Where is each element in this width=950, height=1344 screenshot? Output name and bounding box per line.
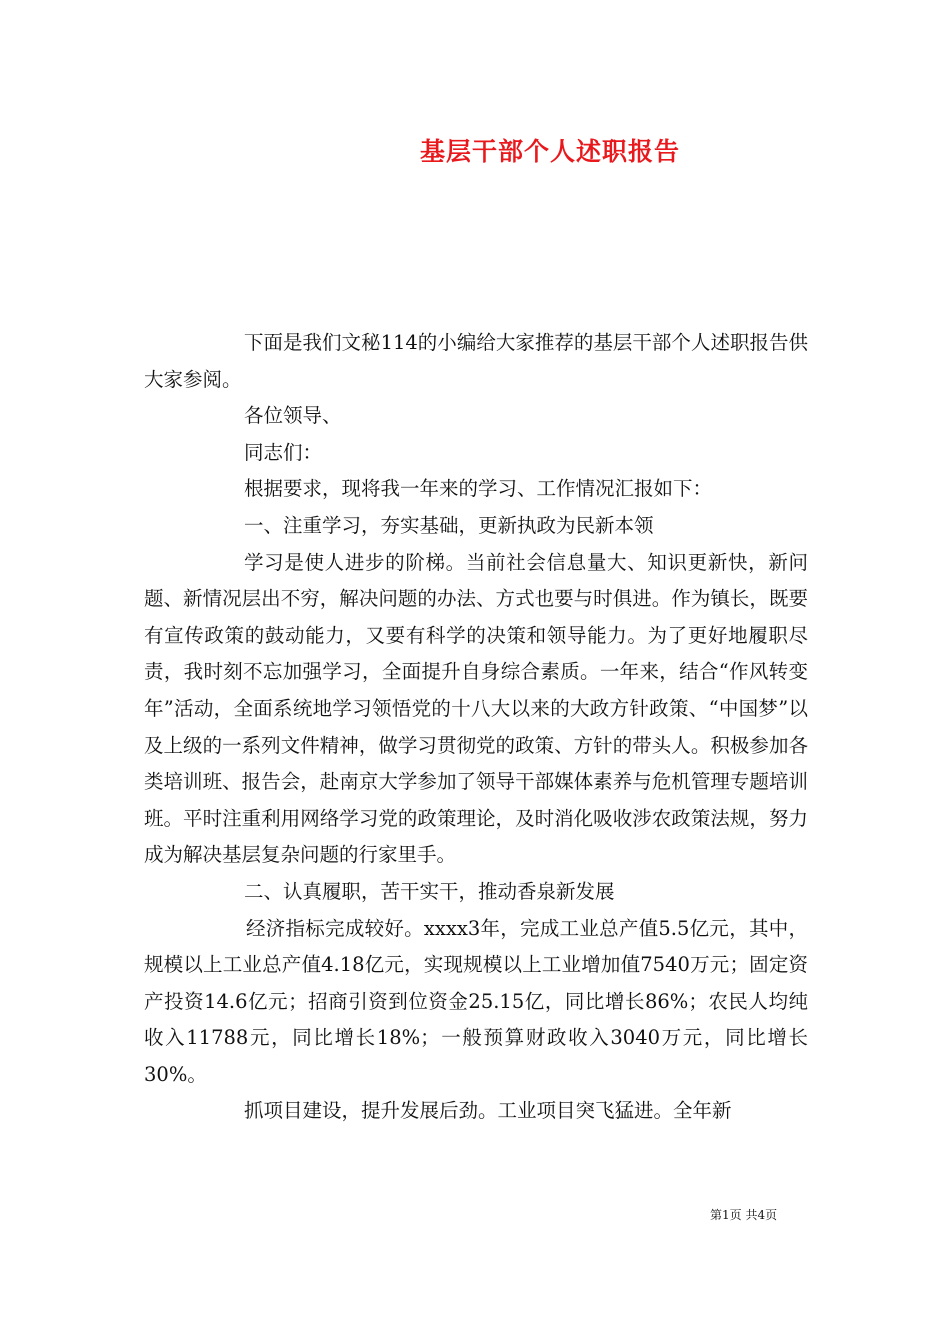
- opening-paragraph: 根据要求，现将我一年来的学习、工作情况汇报如下：: [244, 477, 713, 501]
- salutation-line-2: 同志们：: [244, 440, 323, 464]
- page-footer: 第1页 共4页: [710, 1208, 778, 1222]
- document-title: 基层干部个人述职报告: [419, 137, 680, 166]
- project-construction-paragraph: 抓项目建设，提升发展后劲。工业项目突飞猛进。全年新: [244, 1099, 732, 1123]
- section-1-paragraph: 学习是使人进步的阶梯。当前社会信息量大、知识更新快，新问题、新情况层出不穷，解决问题的办法、方式也要与时俱进。作为镇长，既要有宣传政策的鼓动能力，又要有科学的决策和领导能力。为了更好地履职尽责，我时刻不忘加强学习，全面提升自身综合素质。一年来，结合“作风转变年”活动，全面系统地学习领悟党的十八大以来的大政方针政策、“中国梦”以及上级的一系列文件精神，做学习贯彻党的政策、方针的带头人。积极参加各类培训班、报告会，赴南京大学参加了领导干部媒体素养与危机管理专题培训班。平时注重利用网络学习党的政策理论，及时消化吸收涉农政策法规，努力成为解决基层复杂问题的行家里手。: [144, 550, 808, 867]
- intro-paragraph: 下面是我们文秘114的小编给大家推荐的基层干部个人述职报告供大家参阅。: [144, 331, 808, 391]
- document-body: [144, 325, 808, 1130]
- section-heading-2: 二、认真履职，苦干实干，推动香泉新发展: [244, 879, 615, 903]
- salutation-line-1: 各位领导、: [244, 404, 342, 428]
- economic-indicators-paragraph: 经济指标完成较好。xxxx3年，完成工业总产值5.5亿元，其中，规模以上工业总产值4.18亿元，实现规模以上工业增加值7540万元；固定资产投资14.6亿元；招商引资到位资金25.15亿，同比增长86%；农民人均纯收入11788元，同比增长18%；一般预算财政收入3040万元，同比增长30%。: [144, 916, 808, 1086]
- section-heading-1: 一、注重学习，夯实基础，更新执政为民新本领: [244, 513, 654, 537]
